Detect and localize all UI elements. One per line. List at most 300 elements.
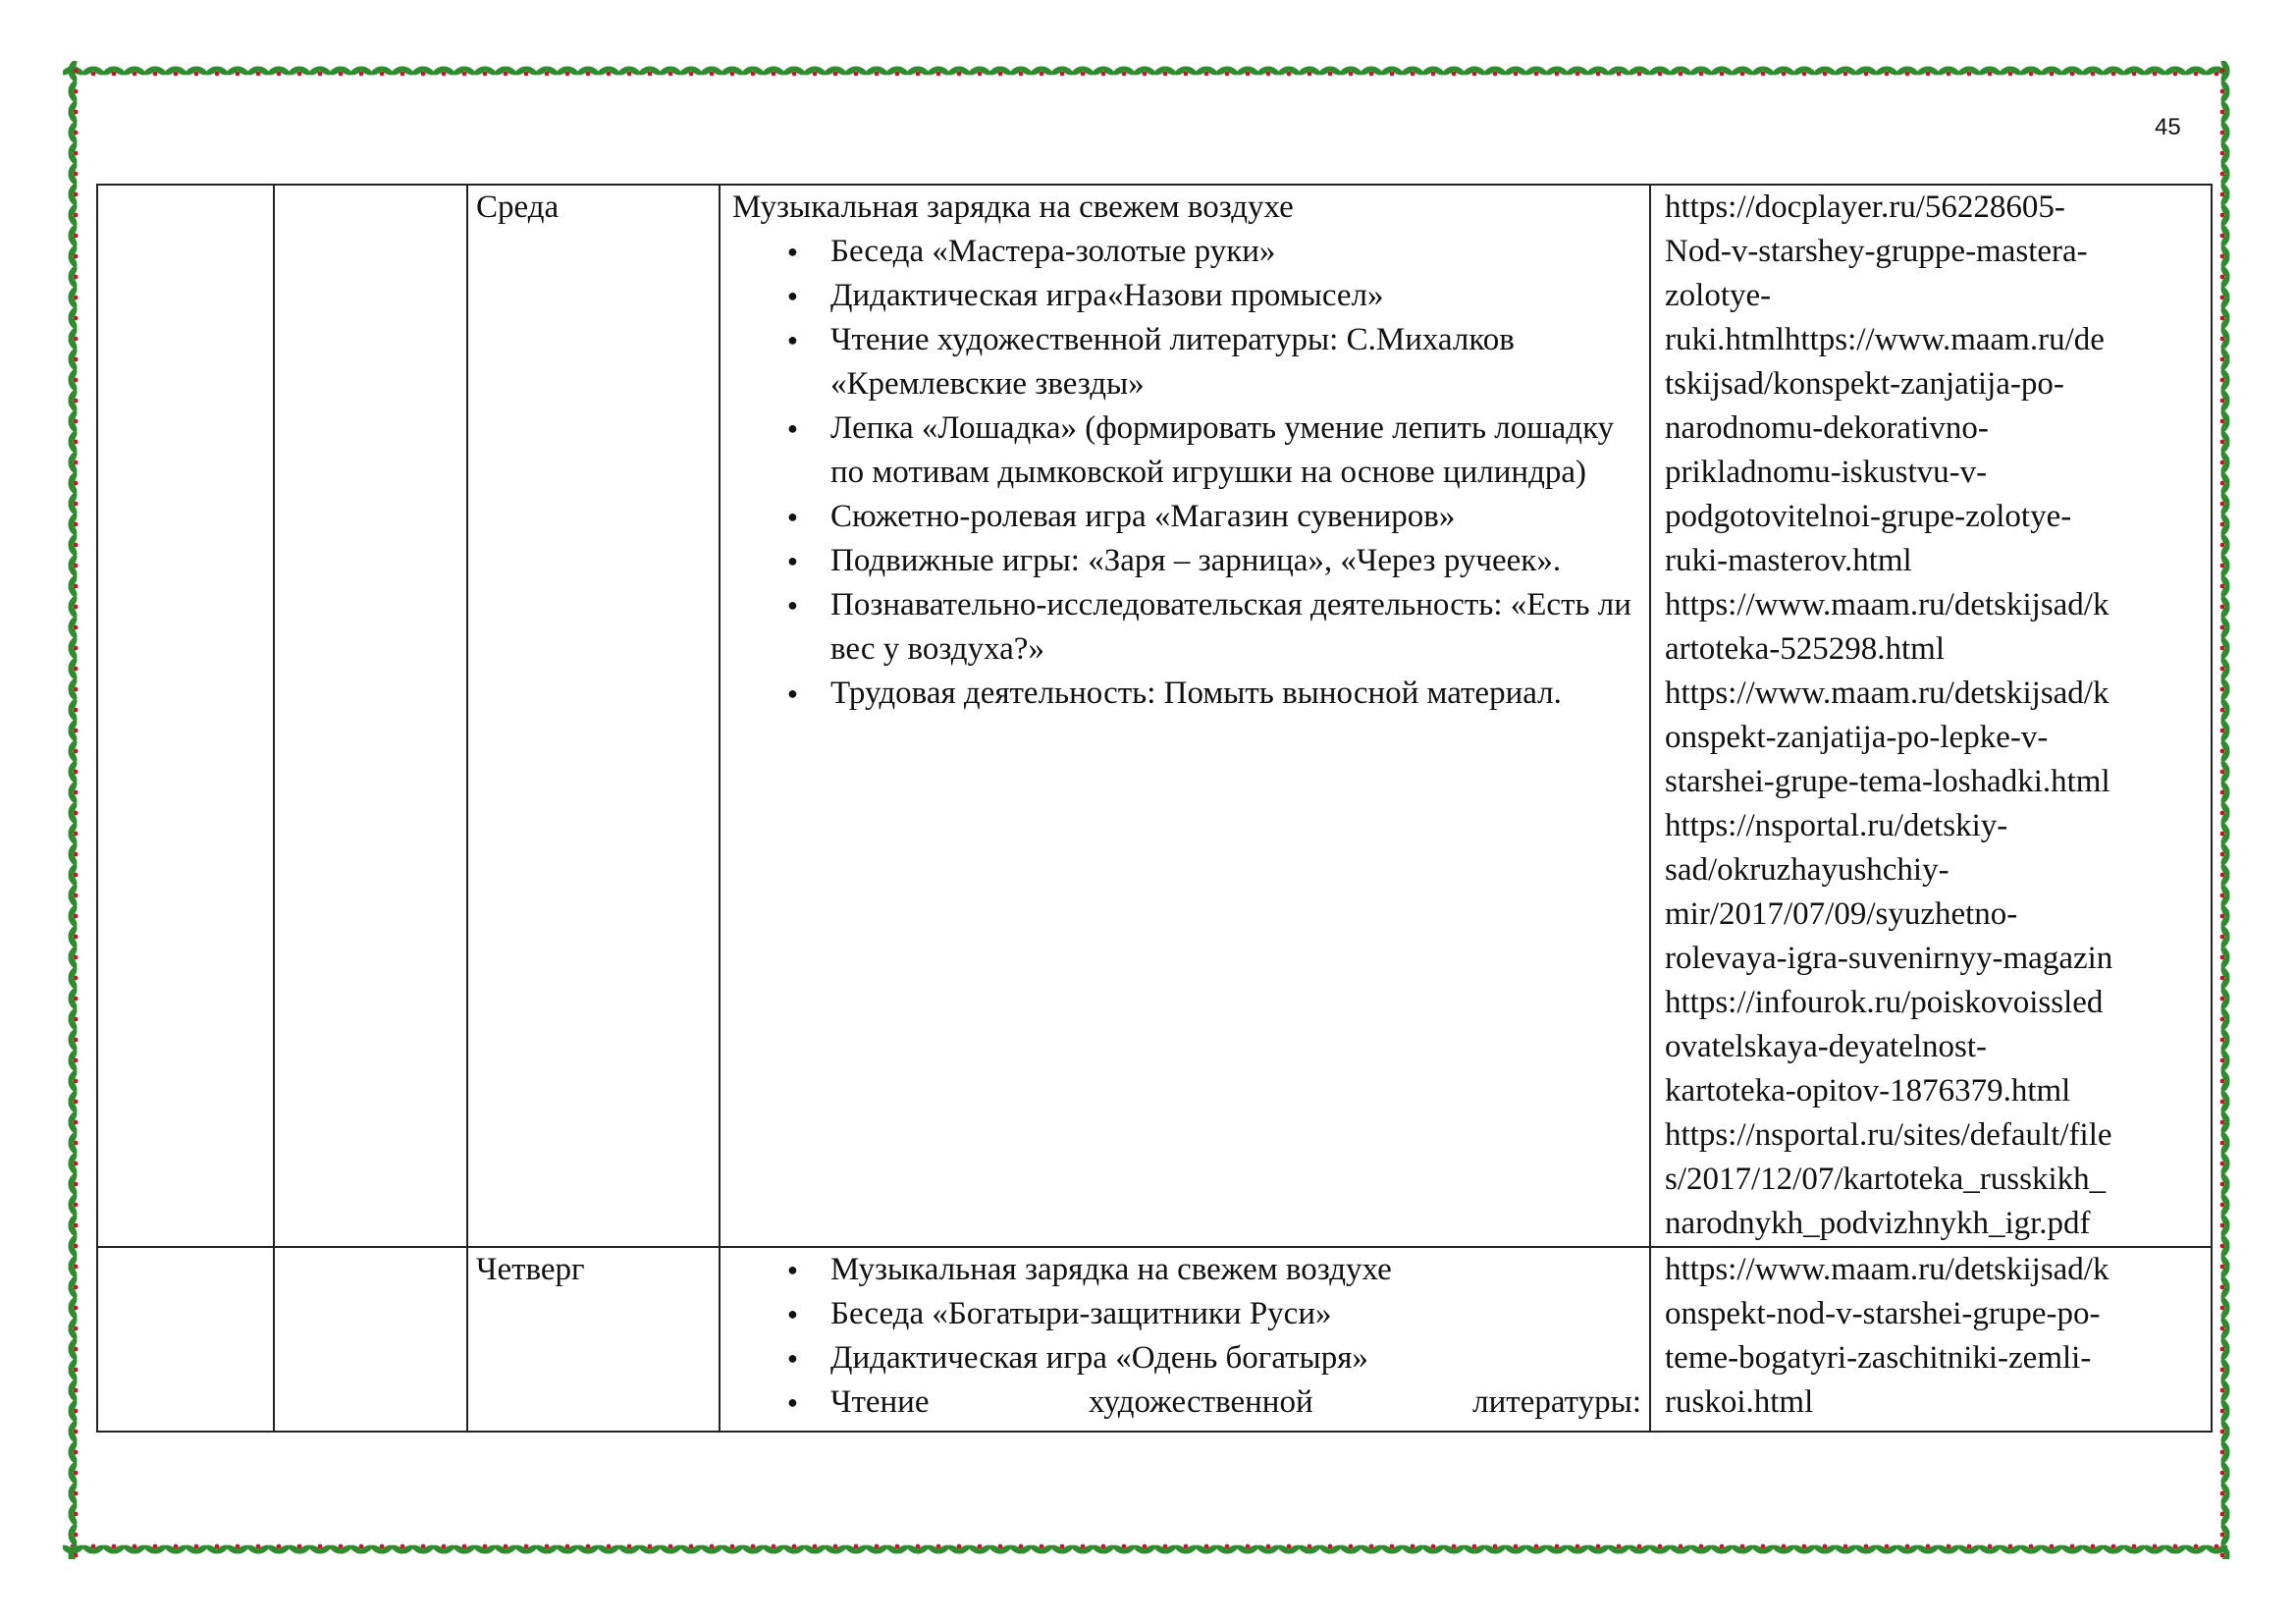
link-text[interactable]: prikladnomu-iskustvu-v- xyxy=(1665,455,1988,490)
holly-sprig-icon xyxy=(67,223,80,247)
link-text[interactable]: onspekt-zanjatija-po-lepke-v- xyxy=(1665,720,2049,755)
holly-sprig-icon xyxy=(781,1543,806,1556)
holly-sprig-icon xyxy=(1585,1543,1610,1556)
holly-sprig-icon xyxy=(307,65,332,78)
holly-sprig-icon xyxy=(1194,1543,1218,1556)
holly-sprig-icon xyxy=(1647,65,1672,78)
holly-sprig-icon xyxy=(1400,65,1424,78)
holly-sprig-icon xyxy=(843,65,868,78)
holly-sprig-icon xyxy=(80,65,105,78)
holly-sprig-icon xyxy=(452,65,476,78)
link-text[interactable]: tskijsad/konspekt-zanjatija-po- xyxy=(1665,366,2064,402)
holly-sprig-icon xyxy=(1462,1543,1486,1556)
empty-cell xyxy=(274,185,467,1247)
holly-border-right xyxy=(2216,61,2235,1559)
holly-sprig-icon xyxy=(101,65,126,78)
holly-sprig-icon xyxy=(1565,65,1589,78)
holly-sprig-icon xyxy=(1338,65,1362,78)
holly-sprig-icon xyxy=(67,244,80,268)
holly-sprig-icon xyxy=(2219,1357,2232,1381)
holly-sprig-icon xyxy=(67,408,80,433)
holly-sprig-icon xyxy=(431,1543,455,1556)
holly-sprig-icon xyxy=(67,1171,80,1196)
holly-sprig-icon xyxy=(2219,1460,2232,1485)
holly-sprig-icon xyxy=(1420,65,1445,78)
holly-sprig-icon xyxy=(67,1522,80,1546)
holly-sprig-icon xyxy=(67,986,80,1010)
holly-sprig-icon xyxy=(67,1378,80,1402)
holly-sprig-icon xyxy=(67,1213,80,1237)
holly-sprig-icon xyxy=(802,65,827,78)
holly-sprig-icon xyxy=(2219,986,2232,1010)
list-item: ● Трудовая деятельность: Помыть выносной материал. xyxy=(787,672,1641,716)
holly-sprig-icon xyxy=(1049,65,1074,78)
holly-sprig-icon xyxy=(1091,65,1115,78)
holly-sprig-icon xyxy=(555,1543,579,1556)
holly-sprig-icon xyxy=(307,1543,332,1556)
holly-sprig-icon xyxy=(67,1398,80,1423)
holly-sprig-icon xyxy=(1936,65,1960,78)
link-text[interactable]: artoteka-525298.html xyxy=(1665,631,1946,667)
holly-sprig-icon xyxy=(1132,1543,1156,1556)
holly-sprig-icon xyxy=(513,1543,538,1556)
holly-sprig-icon xyxy=(678,1543,703,1556)
holly-sprig-icon xyxy=(1895,65,1919,78)
holly-sprig-icon xyxy=(2219,244,2232,268)
holly-sprig-icon xyxy=(1668,1543,1692,1556)
holly-sprig-icon xyxy=(740,1543,765,1556)
holly-sprig-icon xyxy=(1730,65,1754,78)
holly-sprig-icon xyxy=(67,1233,80,1258)
holly-sprig-icon xyxy=(472,65,497,78)
day-cell: Среда xyxy=(467,185,720,1247)
holly-sprig-icon xyxy=(1008,65,1033,78)
holly-sprig-icon xyxy=(67,202,80,227)
holly-sprig-icon xyxy=(2183,65,2208,78)
holly-sprig-icon xyxy=(67,635,80,660)
holly-sprig-icon xyxy=(1627,1543,1651,1556)
holly-sprig-icon xyxy=(2219,862,2232,887)
holly-sprig-icon xyxy=(2219,573,2232,598)
holly-sprig-icon xyxy=(2219,1192,2232,1217)
link-text[interactable]: mir/2017/07/09/syuzhetno- xyxy=(1665,896,2018,932)
holly-sprig-icon xyxy=(2219,285,2232,309)
holly-sprig-icon xyxy=(2219,1254,2232,1278)
holly-sprig-icon xyxy=(1029,65,1053,78)
holly-sprig-icon xyxy=(2219,532,2232,557)
holly-sprig-icon xyxy=(2059,1543,2084,1556)
link-text[interactable]: ruskoi.html xyxy=(1665,1384,1814,1420)
holly-sprig-icon xyxy=(2219,182,2232,206)
holly-sprig-icon xyxy=(67,1336,80,1361)
list-item: ● Чтение художественной литературы: xyxy=(787,1380,1641,1425)
holly-sprig-icon xyxy=(67,285,80,309)
holly-sprig-icon xyxy=(1956,1543,1981,1556)
holly-sprig-icon xyxy=(1400,1543,1424,1556)
holly-sprig-icon xyxy=(287,65,311,78)
holly-sprig-icon xyxy=(1791,65,1816,78)
holly-sprig-icon xyxy=(67,615,80,639)
holly-sprig-icon xyxy=(2219,1378,2232,1402)
holly-sprig-icon xyxy=(67,656,80,680)
holly-sprig-icon xyxy=(348,1543,373,1556)
holly-sprig-icon xyxy=(720,65,744,78)
holly-sprig-icon xyxy=(1049,1543,1074,1556)
holly-sprig-icon xyxy=(369,1543,394,1556)
holly-sprig-icon xyxy=(163,1543,187,1556)
holly-sprig-icon xyxy=(1297,1543,1321,1556)
holly-sprig-icon xyxy=(67,821,80,845)
list-item: ● Познавательно-исследовательская деятельность: «Есть ли вес у воздуха?» xyxy=(787,583,1641,672)
link-text[interactable]: narodnomu-dekorativno- xyxy=(1665,410,1989,446)
holly-sprig-icon xyxy=(390,65,414,78)
holly-sprig-icon xyxy=(2183,1543,2208,1556)
holly-sprig-icon xyxy=(1627,65,1651,78)
holly-sprig-icon xyxy=(2219,1543,2232,1559)
holly-sprig-icon xyxy=(2219,677,2232,701)
holly-sprig-icon xyxy=(658,65,682,78)
holly-sprig-icon xyxy=(740,65,765,78)
link-text[interactable]: onspekt-nod-v-starshei-grupe-po- xyxy=(1665,1296,2101,1331)
holly-sprig-icon xyxy=(67,965,80,990)
holly-sprig-icon xyxy=(1441,1543,1466,1556)
holly-sprig-icon xyxy=(823,1543,847,1556)
holly-sprig-icon xyxy=(2142,1543,2166,1556)
holly-sprig-icon xyxy=(2219,61,2232,83)
holly-sprig-icon xyxy=(1255,1543,1280,1556)
holly-sprig-icon xyxy=(67,862,80,887)
link-text[interactable]: narodnykh_podvizhnykh_igr.pdf xyxy=(1665,1206,2091,1241)
holly-sprig-icon xyxy=(926,65,950,78)
holly-sprig-icon xyxy=(67,1089,80,1113)
holly-sprig-icon xyxy=(1750,65,1775,78)
holly-sprig-icon xyxy=(2142,65,2166,78)
holly-sprig-icon xyxy=(1709,1543,1734,1556)
list-item: ● Музыкальная зарядка на свежем воздухе xyxy=(787,1248,1641,1292)
link-text[interactable]: Nod-v-starshey-gruppe-mastera- xyxy=(1665,234,2088,269)
holly-sprig-icon xyxy=(2121,1543,2146,1556)
holly-sprig-icon xyxy=(80,1543,105,1556)
holly-sprig-icon xyxy=(2018,1543,2043,1556)
holly-sprig-icon xyxy=(1585,65,1610,78)
holly-sprig-icon xyxy=(67,429,80,454)
holly-sprig-icon xyxy=(2163,1543,2187,1556)
holly-sprig-icon xyxy=(67,182,80,206)
holly-sprig-icon xyxy=(864,65,888,78)
link-text[interactable]: kartoteka-opitov-1876379.html xyxy=(1665,1073,2071,1109)
holly-sprig-icon xyxy=(864,1543,888,1556)
holly-sprig-icon xyxy=(699,65,723,78)
holly-sprig-icon xyxy=(1070,1543,1095,1556)
holly-sprig-icon xyxy=(2018,65,2043,78)
holly-sprig-icon xyxy=(2219,1151,2232,1175)
holly-sprig-icon xyxy=(67,594,80,619)
holly-border-left xyxy=(63,61,82,1559)
holly-sprig-icon xyxy=(2219,1501,2232,1526)
holly-sprig-icon xyxy=(967,1543,991,1556)
holly-sprig-icon xyxy=(802,1543,827,1556)
list-item: ● Беседа «Богатыри-защитники Руси» xyxy=(787,1292,1641,1336)
holly-sprig-icon xyxy=(2219,326,2232,351)
holly-sprig-icon xyxy=(1750,1543,1775,1556)
link-text[interactable]: https://docplayer.ru/56228605- xyxy=(1665,189,2065,225)
holly-sprig-icon xyxy=(1688,65,1713,78)
holly-sprig-icon xyxy=(1771,1543,1795,1556)
link-text[interactable]: https://nsportal.ru/sites/default/file xyxy=(1665,1117,2112,1153)
link-text[interactable]: zolotye- xyxy=(1665,278,1772,313)
holly-sprig-icon xyxy=(616,65,641,78)
holly-sprig-icon xyxy=(1297,65,1321,78)
holly-sprig-icon xyxy=(1812,1543,1837,1556)
holly-sprig-icon xyxy=(1276,1543,1301,1556)
holly-sprig-icon xyxy=(1956,65,1981,78)
holly-sprig-icon xyxy=(67,738,80,763)
holly-sprig-icon xyxy=(2219,1336,2232,1361)
activity-list xyxy=(732,230,1641,716)
holly-sprig-icon xyxy=(204,1543,229,1556)
holly-sprig-icon xyxy=(2219,1213,2232,1237)
holly-sprig-icon xyxy=(410,1543,435,1556)
holly-sprig-icon xyxy=(2219,1130,2232,1155)
holly-sprig-icon xyxy=(2219,305,2232,330)
link-text[interactable]: ruki.htmlhttps://www.maam.ru/de xyxy=(1665,322,2105,357)
holly-sprig-icon xyxy=(472,1543,497,1556)
link-text[interactable]: ruki-masterov.html xyxy=(1665,543,1912,578)
holly-sprig-icon xyxy=(1853,1543,1878,1556)
holly-sprig-icon xyxy=(1853,65,1878,78)
holly-sprig-icon xyxy=(946,1543,971,1556)
holly-sprig-icon xyxy=(616,1543,641,1556)
holly-sprig-icon xyxy=(1998,65,2022,78)
holly-sprig-icon xyxy=(67,780,80,804)
holly-sprig-icon xyxy=(390,1543,414,1556)
holly-sprig-icon xyxy=(2219,388,2232,412)
holly-sprig-icon xyxy=(1915,65,1940,78)
holly-sprig-icon xyxy=(2219,120,2232,144)
holly-sprig-icon xyxy=(2219,347,2232,371)
holly-sprig-icon xyxy=(67,1419,80,1443)
holly-sprig-icon xyxy=(2101,65,2125,78)
holly-sprig-icon xyxy=(67,677,80,701)
holly-sprig-icon xyxy=(1070,65,1095,78)
holly-sprig-icon xyxy=(225,1543,249,1556)
holly-sprig-icon xyxy=(2219,470,2232,495)
holly-sprig-icon xyxy=(2219,780,2232,804)
holly-sprig-icon xyxy=(67,841,80,866)
link-text[interactable]: https://nsportal.ru/detskiy- xyxy=(1665,808,2008,843)
holly-sprig-icon xyxy=(67,718,80,742)
holly-sprig-icon xyxy=(699,1543,723,1556)
holly-sprig-icon xyxy=(2219,223,2232,247)
holly-sprig-icon xyxy=(67,512,80,536)
holly-sprig-icon xyxy=(1833,65,1857,78)
holly-sprig-icon xyxy=(67,347,80,371)
holly-sprig-icon xyxy=(781,65,806,78)
holly-sprig-icon xyxy=(2219,800,2232,825)
holly-border-bottom xyxy=(63,1540,2233,1559)
holly-sprig-icon xyxy=(67,99,80,124)
link-text[interactable]: sad/okruzhayushchiy- xyxy=(1665,852,1949,888)
holly-sprig-icon xyxy=(1936,1543,1960,1556)
holly-sprig-icon xyxy=(905,65,930,78)
holly-sprig-icon xyxy=(493,65,517,78)
holly-sprig-icon xyxy=(410,65,435,78)
holly-sprig-icon xyxy=(1688,1543,1713,1556)
holly-sprig-icon xyxy=(2219,656,2232,680)
holly-sprig-icon xyxy=(1915,1543,1940,1556)
holly-sprig-icon xyxy=(266,65,291,78)
holly-sprig-icon xyxy=(678,65,703,78)
holly-sprig-icon xyxy=(1317,1543,1342,1556)
link-text[interactable]: ovatelskaya-deyatelnost- xyxy=(1665,1029,1988,1064)
link-text[interactable]: https://www.maam.ru/detskijsad/k xyxy=(1665,587,2109,623)
holly-sprig-icon xyxy=(1379,65,1404,78)
empty-cell xyxy=(274,1247,467,1432)
holly-sprig-icon xyxy=(1523,65,1548,78)
holly-sprig-icon xyxy=(67,1295,80,1320)
holly-sprig-icon xyxy=(575,65,600,78)
holly-sprig-icon xyxy=(2219,718,2232,742)
holly-sprig-icon xyxy=(1462,65,1486,78)
holly-sprig-icon xyxy=(575,1543,600,1556)
holly-sprig-icon xyxy=(1977,1543,2002,1556)
link-text[interactable]: https://www.maam.ru/detskijsad/k xyxy=(1665,676,2109,711)
link-text[interactable]: teme-bogatyri-zaschitniki-zemli- xyxy=(1665,1340,2092,1376)
holly-sprig-icon xyxy=(2219,821,2232,845)
holly-sprig-icon xyxy=(988,65,1012,78)
holly-sprig-icon xyxy=(2163,65,2187,78)
holly-sprig-icon xyxy=(1235,1543,1259,1556)
holly-sprig-icon xyxy=(2219,429,2232,454)
links-cell xyxy=(1650,1247,2212,1432)
lesson-plan-table xyxy=(96,184,2213,1433)
holly-sprig-icon xyxy=(67,1110,80,1134)
holly-sprig-icon xyxy=(67,491,80,515)
holly-sprig-icon xyxy=(1647,1543,1672,1556)
holly-sprig-icon xyxy=(926,1543,950,1556)
holly-sprig-icon xyxy=(2219,202,2232,227)
holly-sprig-icon xyxy=(67,553,80,577)
holly-sprig-icon xyxy=(142,1543,167,1556)
link-text[interactable]: starshei-grupe-tema-loshadki.html xyxy=(1665,764,2110,799)
holly-sprig-icon xyxy=(2219,491,2232,515)
holly-sprig-icon xyxy=(67,1543,80,1559)
holly-sprig-icon xyxy=(67,924,80,948)
links-cell xyxy=(1650,185,2212,1247)
holly-sprig-icon xyxy=(1606,1543,1630,1556)
holly-sprig-icon xyxy=(1482,65,1507,78)
holly-sprig-icon xyxy=(946,65,971,78)
holly-sprig-icon xyxy=(1977,65,2002,78)
link-text[interactable]: s/2017/12/07/kartoteka_russkikh_ xyxy=(1665,1162,2107,1197)
holly-sprig-icon xyxy=(596,1543,620,1556)
holly-sprig-icon xyxy=(67,1357,80,1381)
holly-sprig-icon xyxy=(2219,79,2232,103)
holly-sprig-icon xyxy=(2219,161,2232,186)
list-item: ● Сюжетно-ролевая игра «Магазин сувениров» xyxy=(787,495,1641,539)
holly-sprig-icon xyxy=(2219,1398,2232,1423)
holly-sprig-icon xyxy=(2219,140,2232,165)
holly-sprig-icon xyxy=(2219,1295,2232,1320)
holly-sprig-icon xyxy=(1874,65,1898,78)
holly-sprig-icon xyxy=(967,65,991,78)
holly-sprig-icon xyxy=(2039,1543,2063,1556)
holly-sprig-icon xyxy=(67,326,80,351)
holly-sprig-icon xyxy=(67,903,80,928)
holly-sprig-icon xyxy=(2101,1543,2125,1556)
holly-sprig-icon xyxy=(513,65,538,78)
holly-sprig-icon xyxy=(348,65,373,78)
holly-sprig-icon xyxy=(67,470,80,495)
holly-sprig-icon xyxy=(1276,65,1301,78)
holly-sprig-icon xyxy=(2121,65,2146,78)
holly-sprig-icon xyxy=(2219,1027,2232,1052)
holly-sprig-icon xyxy=(67,1274,80,1299)
holly-sprig-icon xyxy=(67,367,80,392)
holly-sprig-icon xyxy=(67,1439,80,1464)
link-text[interactable]: podgotovitelnoi-grupe-zolotye- xyxy=(1665,499,2072,534)
holly-sprig-icon xyxy=(67,1481,80,1505)
holly-sprig-icon xyxy=(1482,1543,1507,1556)
holly-sprig-icon xyxy=(67,1151,80,1175)
holly-sprig-icon xyxy=(142,65,167,78)
holly-sprig-icon xyxy=(369,65,394,78)
holly-border-top xyxy=(63,61,2233,81)
holly-sprig-icon xyxy=(1091,1543,1115,1556)
link-text[interactable]: https://www.maam.ru/detskijsad/k xyxy=(1665,1252,2109,1287)
holly-sprig-icon xyxy=(493,1543,517,1556)
link-text[interactable]: rolevaya-igra-suvenirnyy-magazin xyxy=(1665,941,2113,976)
holly-sprig-icon xyxy=(2219,924,2232,948)
holly-sprig-icon xyxy=(2219,1522,2232,1546)
holly-sprig-icon xyxy=(2219,1439,2232,1464)
holly-sprig-icon xyxy=(2039,65,2063,78)
holly-sprig-icon xyxy=(67,800,80,825)
holly-sprig-icon xyxy=(184,1543,208,1556)
holly-sprig-icon xyxy=(245,65,270,78)
list-item: ● Подвижные игры: «Заря – зарница», «Через ручеек». xyxy=(787,539,1641,583)
holly-sprig-icon xyxy=(452,1543,476,1556)
holly-sprig-icon xyxy=(67,450,80,474)
holly-sprig-icon xyxy=(988,1543,1012,1556)
holly-sprig-icon xyxy=(1730,1543,1754,1556)
holly-sprig-icon xyxy=(1214,65,1239,78)
holly-sprig-icon xyxy=(905,1543,930,1556)
holly-sprig-icon xyxy=(67,140,80,165)
holly-sprig-icon xyxy=(225,65,249,78)
holly-sprig-icon xyxy=(2219,1048,2232,1072)
holly-sprig-icon xyxy=(67,1027,80,1052)
activity-intro: Музыкальная зарядка на свежем воздухе xyxy=(732,189,1294,225)
holly-sprig-icon xyxy=(328,65,352,78)
holly-sprig-icon xyxy=(2219,965,2232,990)
list-item: ● Дидактическая игра«Назови промысел» xyxy=(787,274,1641,318)
holly-sprig-icon xyxy=(1359,1543,1383,1556)
link-text[interactable]: https://infourok.ru/poiskovoissled xyxy=(1665,985,2104,1020)
holly-sprig-icon xyxy=(2219,1274,2232,1299)
list-item: ● Дидактическая игра «Одень богатыря» xyxy=(787,1336,1641,1380)
holly-sprig-icon xyxy=(2219,264,2232,289)
holly-sprig-icon xyxy=(1029,1543,1053,1556)
holly-sprig-icon xyxy=(431,65,455,78)
holly-sprig-icon xyxy=(2219,841,2232,866)
holly-sprig-icon xyxy=(122,1543,146,1556)
holly-sprig-icon xyxy=(184,65,208,78)
holly-sprig-icon xyxy=(1132,65,1156,78)
holly-sprig-icon xyxy=(67,1006,80,1031)
holly-sprig-icon xyxy=(67,1254,80,1278)
holly-sprig-icon xyxy=(1544,65,1569,78)
